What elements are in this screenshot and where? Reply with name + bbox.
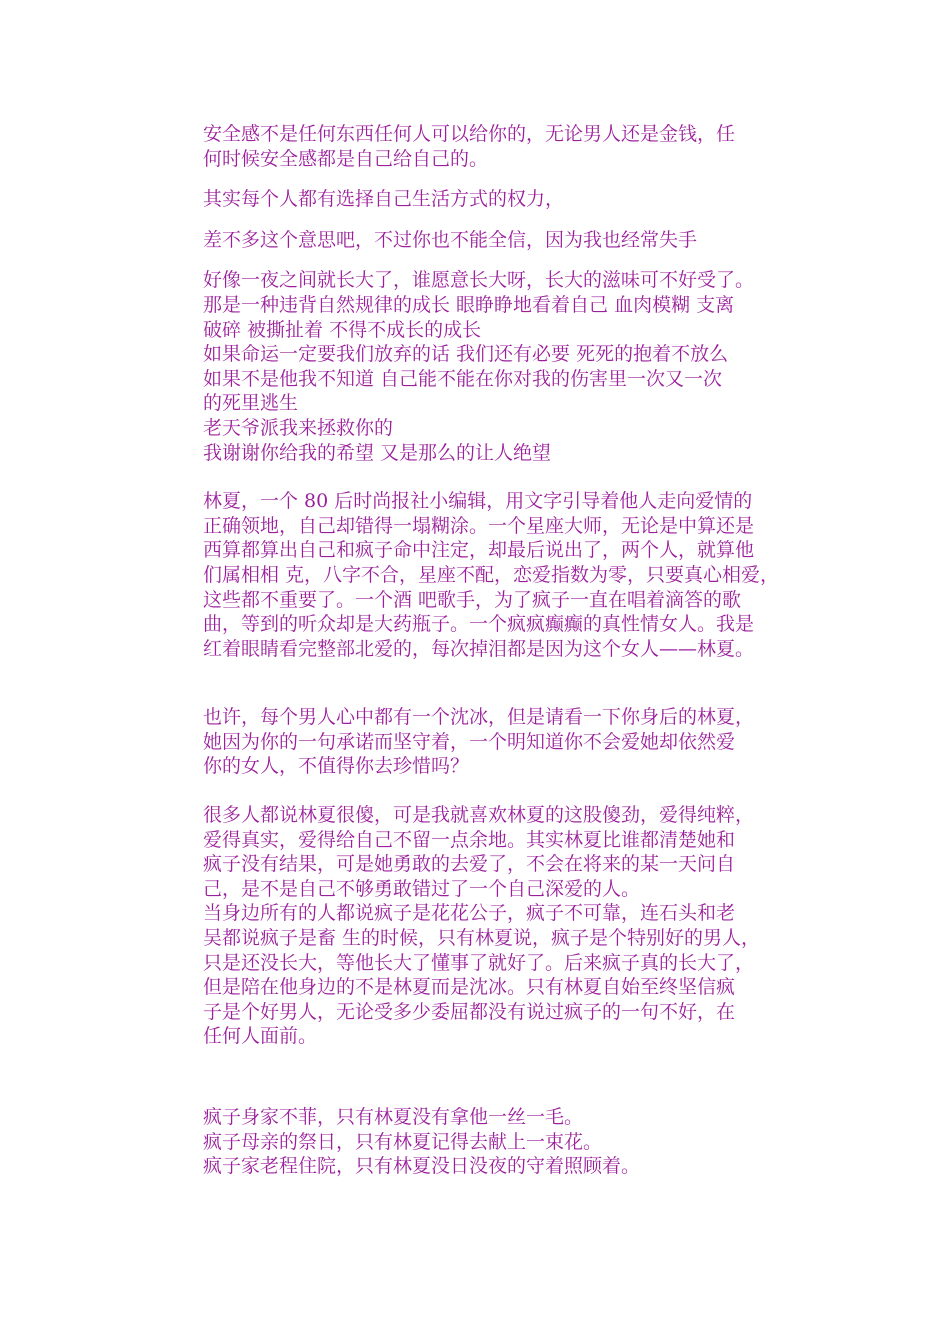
paragraph-meaning bbox=[203, 228, 823, 253]
paragraph-gap bbox=[203, 252, 823, 268]
paragraph-fengzi-list bbox=[203, 1105, 823, 1179]
text-line: 也许，每个男人心中都有一个沈冰，但是请看一下你身后的林夏， bbox=[203, 706, 755, 729]
text-line: 老天爷派我来拯救你的 bbox=[203, 416, 394, 439]
text-line: 只是还没长大，等他长大了懂事了就好了。后来疯子真的长大了， bbox=[203, 951, 755, 974]
text-line: 安全感不是任何东西任何人可以给你的，无论男人还是金钱，任 bbox=[203, 123, 736, 145]
text-line: 好像一夜之间就长大了，谁愿意长大呀，长大的滋味可不好受了。 bbox=[203, 269, 755, 292]
text-line: 西算都算出自己和疯子命中注定，却最后说出了，两个人，就算他 bbox=[203, 539, 755, 562]
paragraph-growing-up bbox=[203, 268, 823, 465]
text-line: 的死里逃生 bbox=[203, 392, 299, 415]
paragraph-gap bbox=[203, 465, 823, 489]
text-line: 子是个好男人，无论受多少委屈都没有说过疯子的一句不好，在 bbox=[203, 1000, 736, 1023]
paragraph-linxia-intro bbox=[203, 489, 823, 661]
text-line: 那是一种违背自然规律的成长 眼睁睁地看着自己 血肉模糊 支离 bbox=[203, 293, 735, 316]
text-line: 你的女人，不值得你去珍惜吗？ bbox=[203, 755, 470, 778]
paragraph-gap bbox=[203, 779, 823, 803]
paragraph-security bbox=[203, 122, 823, 171]
paragraph-gap bbox=[203, 212, 823, 228]
text-line: 曲，等到的听众却是大药瓶子。一个疯疯癫癫的真性情女人。我是 bbox=[203, 613, 755, 636]
paragraph-gap bbox=[203, 171, 823, 187]
text-line: 如果命运一定要我们放弃的话 我们还有必要 死死的抱着不放么 bbox=[203, 343, 729, 366]
text-line: 疯子母亲的祭日，只有林夏记得去献上一束花。 bbox=[203, 1130, 603, 1153]
text-line: 吴都说疯子是畜 生的时候，只有林夏说，疯子是个特别好的男人， bbox=[203, 927, 761, 950]
text-line: 正确领地，自己却错得一塌糊涂。一个星座大师，无论是中算还是 bbox=[203, 514, 755, 537]
text-line: 但是陪在他身边的不是林夏而是沈冰。只有林夏自始至终坚信疯 bbox=[203, 976, 736, 999]
text-line: 红着眼睛看完整部北爱的，每次掉泪都是因为这个女人——林夏。 bbox=[203, 637, 755, 660]
paragraph-shenbing bbox=[203, 705, 823, 779]
text-line: 林夏，一个 80 后时尚报社小编辑，用文字引导着他人走向爱情的 bbox=[203, 490, 753, 513]
text-line: 疯子没有结果，可是她勇敢的去爱了，不会在将来的某一天问自 bbox=[203, 853, 736, 876]
text-line: 们属相相 克，八字不合，星座不配，恋爱指数为零，只要真心相爱， bbox=[203, 563, 780, 586]
text-line: 何时候安全感都是自己给自己的。 bbox=[203, 147, 489, 170]
document-body bbox=[203, 122, 823, 1179]
text-line: 这些都不重要了。一个酒 吧歌手，为了疯子一直在唱着滴答的歌 bbox=[203, 588, 742, 611]
text-line: 疯子身家不菲，只有林夏没有拿他一丝一毛。 bbox=[203, 1106, 584, 1128]
text-line: 破碎 被撕扯着 不得不成长的成长 bbox=[203, 318, 482, 341]
text-line: 其实每个人都有选择自己生活方式的权力， bbox=[203, 188, 565, 211]
text-line: 她因为你的一句承诺而坚守着，一个明知道你不会爱她却依然爱 bbox=[203, 730, 736, 753]
text-line: 任何人面前。 bbox=[203, 1025, 318, 1048]
text-line: 当身边所有的人都说疯子是花花公子，疯子不可靠，连石头和老 bbox=[203, 902, 736, 925]
text-line: 差不多这个意思吧，不过你也不能全信，因为我也经常失手 bbox=[203, 228, 698, 251]
paragraph-gap bbox=[203, 1049, 823, 1105]
text-line: 己，是不是自己不够勇敢错过了一个自己深爱的人。 bbox=[203, 877, 641, 900]
text-line: 如果不是他我不知道 自己能不能在你对我的伤害里一次又一次 bbox=[203, 367, 723, 390]
text-line: 疯子家老程住院，只有林夏没日没夜的守着照顾着。 bbox=[203, 1155, 641, 1178]
paragraph-lifestyle bbox=[203, 187, 823, 212]
text-line: 爱得真实，爱得给自己不留一点余地。其实林夏比谁都清楚她和 bbox=[203, 828, 736, 851]
text-line: 很多人都说林夏很傻，可是我就喜欢林夏的这股傻劲，爱得纯粹， bbox=[203, 804, 755, 827]
paragraph-linxia-silly bbox=[203, 803, 823, 1049]
text-line: 我谢谢你给我的希望 又是那么的让人绝望 bbox=[203, 441, 552, 464]
paragraph-gap bbox=[203, 661, 823, 705]
